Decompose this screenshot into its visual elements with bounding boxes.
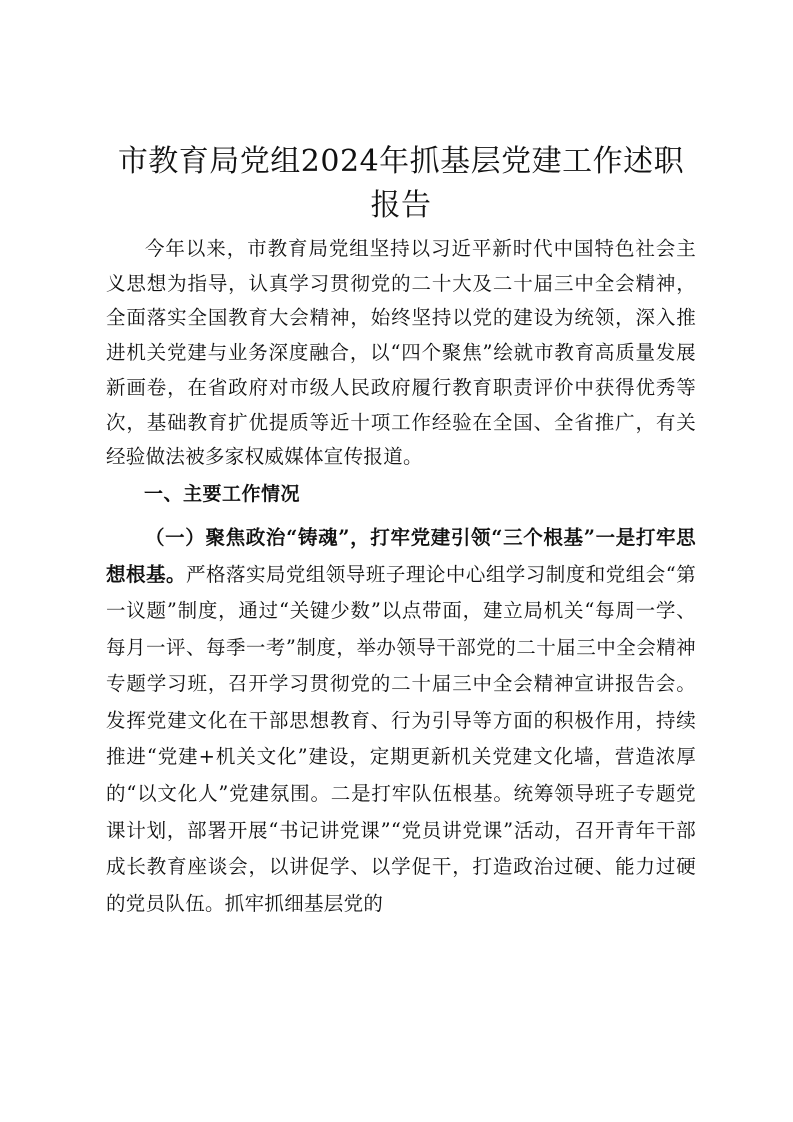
- section-body: 严格落实局党组领导班子理论中心组学习制度和党组会“第一议题”制度，通过“关键少数”以点带面，建立局机关“每周一学、每月一评、每季一考”制度，举办领导干部党的二十届三中全会精神专题学习班，召开学习贯彻党的二十届三中全会精神宣讲报告会。发挥党建文化在干部思想教育、行为引导等方面的积极作用，持续推进“党建+机关文化”建设，定期更新机关党建文化墙，营造浓厚的“以文化人”党建氛围。二是打牢队伍根基。统筹领导班子专题党课计划，部署开展“书记讲党课”“党员讲党课”活动，召开青年干部成长教育座谈会，以讲促学、以学促干，打造政治过硬、能力过硬的党员队伍。抓牢抓细基层党的: [106, 562, 696, 915]
- intro-paragraph: 今年以来，市教育局党组坚持以习近平新时代中国特色社会主义思想为指导，认真学习贯彻党的二十大及二十届三中全会精神，全面落实全国教育大会精神，始终坚持以党的建设为统领，深入推进机关党建与业务深度融合，以“四个聚焦”绘就市教育高质量发展新画卷，在省政府对市级人民政府履行教育职责评价中获得优秀等次，基础教育扩优提质等近十项工作经验在全国、全省推广，有关经验做法被多家权威媒体宣传报道。: [106, 237, 696, 469]
- document-title: 市教育局党组2024年抓基层党建工作述职报告: [117, 144, 685, 223]
- section-lead: （一）聚焦政治“铸魂”，打牢党建引领“三个根基”一是打牢思想根基。: [106, 525, 696, 586]
- section-heading: 一、主要工作情况: [144, 482, 301, 505]
- section-paragraph: [106, 520, 696, 923]
- document-page: [106, 140, 696, 922]
